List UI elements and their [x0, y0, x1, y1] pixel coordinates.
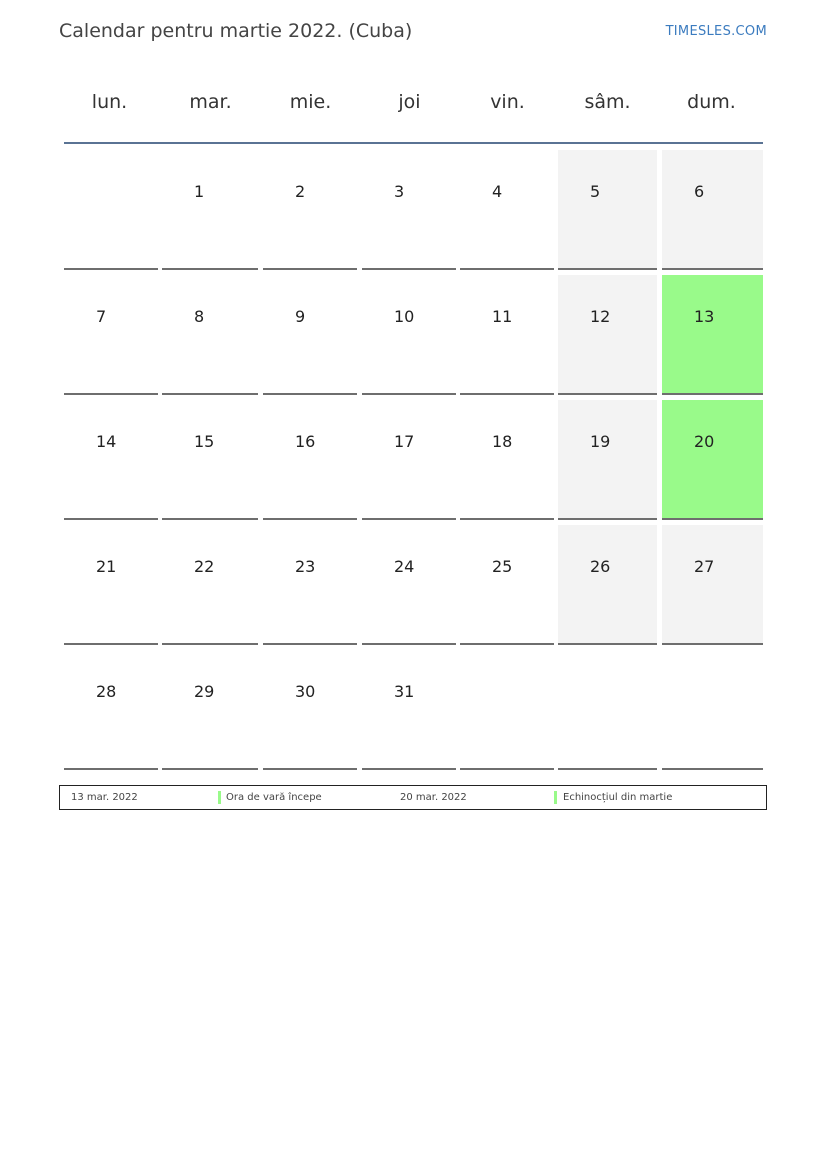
day-number: 29 [194, 682, 215, 701]
weekday-label: dum. [687, 91, 736, 113]
page-title: Calendar pentru martie 2022. (Cuba) [59, 20, 413, 42]
day-number: 8 [194, 307, 205, 326]
day-number: 26 [590, 557, 611, 576]
calendar-day-cell [362, 400, 456, 520]
legend-date: 20 mar. 2022 [400, 792, 467, 803]
calendar-day-cell [64, 400, 158, 520]
calendar-day-cell [662, 150, 763, 270]
weekday-label: mar. [189, 91, 232, 113]
day-number: 13 [694, 307, 715, 326]
weekday-label: mie. [289, 91, 332, 113]
weekday-label: sâm. [584, 91, 631, 113]
day-number: 4 [492, 182, 503, 201]
day-number: 5 [590, 182, 601, 201]
day-number: 25 [492, 557, 513, 576]
weekday-label: vin. [490, 91, 525, 113]
day-number: 22 [194, 557, 215, 576]
calendar-day-cell [162, 150, 258, 270]
calendar-day-cell [460, 275, 554, 395]
calendar-day-cell [558, 275, 657, 395]
day-number: 31 [394, 682, 415, 701]
day-number: 11 [492, 307, 513, 326]
calendar-day-cell [162, 275, 258, 395]
calendar-day-cell [162, 650, 258, 770]
calendar-day-cell [263, 525, 357, 645]
calendar-day-cell [263, 150, 357, 270]
day-number: 1 [194, 182, 205, 201]
calendar-empty-cell [662, 650, 763, 770]
calendar-empty-cell [558, 650, 657, 770]
calendar-day-cell [162, 400, 258, 520]
legend-event: Ora de vară începe [226, 792, 322, 803]
calendar-day-cell [362, 275, 456, 395]
day-number: 14 [96, 432, 117, 451]
calendar-day-cell [558, 400, 657, 520]
calendar-day-cell [263, 400, 357, 520]
calendar-day-cell [662, 275, 763, 395]
day-number: 3 [394, 182, 405, 201]
day-number: 9 [295, 307, 306, 326]
day-number: 12 [590, 307, 611, 326]
day-number: 15 [194, 432, 215, 451]
calendar-day-cell [263, 275, 357, 395]
day-number: 30 [295, 682, 316, 701]
day-number: 2 [295, 182, 306, 201]
calendar-day-cell [64, 275, 158, 395]
day-number: 28 [96, 682, 117, 701]
legend-color-marker [554, 791, 557, 804]
day-number: 16 [295, 432, 316, 451]
calendar-day-cell [362, 650, 456, 770]
day-number: 7 [96, 307, 107, 326]
legend-date: 13 mar. 2022 [71, 792, 138, 803]
legend-event: Echinocțiul din martie [563, 792, 673, 803]
calendar-day-cell [64, 650, 158, 770]
day-number: 21 [96, 557, 117, 576]
calendar-day-cell [460, 400, 554, 520]
calendar-empty-cell [460, 650, 554, 770]
calendar-day-cell [162, 525, 258, 645]
weekday-label: joi [398, 91, 421, 113]
calendar-empty-cell [64, 150, 158, 270]
day-number: 23 [295, 557, 316, 576]
day-number: 20 [694, 432, 715, 451]
calendar-day-cell [263, 650, 357, 770]
day-number: 19 [590, 432, 611, 451]
day-number: 27 [694, 557, 715, 576]
calendar-day-cell [460, 525, 554, 645]
calendar-day-cell [558, 150, 657, 270]
holiday-legend [59, 785, 767, 810]
day-number: 17 [394, 432, 415, 451]
calendar-day-cell [558, 525, 657, 645]
day-number: 18 [492, 432, 513, 451]
site-link[interactable]: TIMESLES.COM [665, 24, 767, 39]
legend-color-marker [218, 791, 221, 804]
calendar-day-cell [64, 525, 158, 645]
calendar-day-cell [662, 525, 763, 645]
calendar-day-cell [460, 150, 554, 270]
weekday-label: lun. [91, 91, 128, 113]
day-number: 6 [694, 182, 705, 201]
day-number: 10 [394, 307, 415, 326]
calendar-day-cell [362, 525, 456, 645]
calendar-day-cell [662, 400, 763, 520]
day-number: 24 [394, 557, 415, 576]
calendar-day-cell [362, 150, 456, 270]
